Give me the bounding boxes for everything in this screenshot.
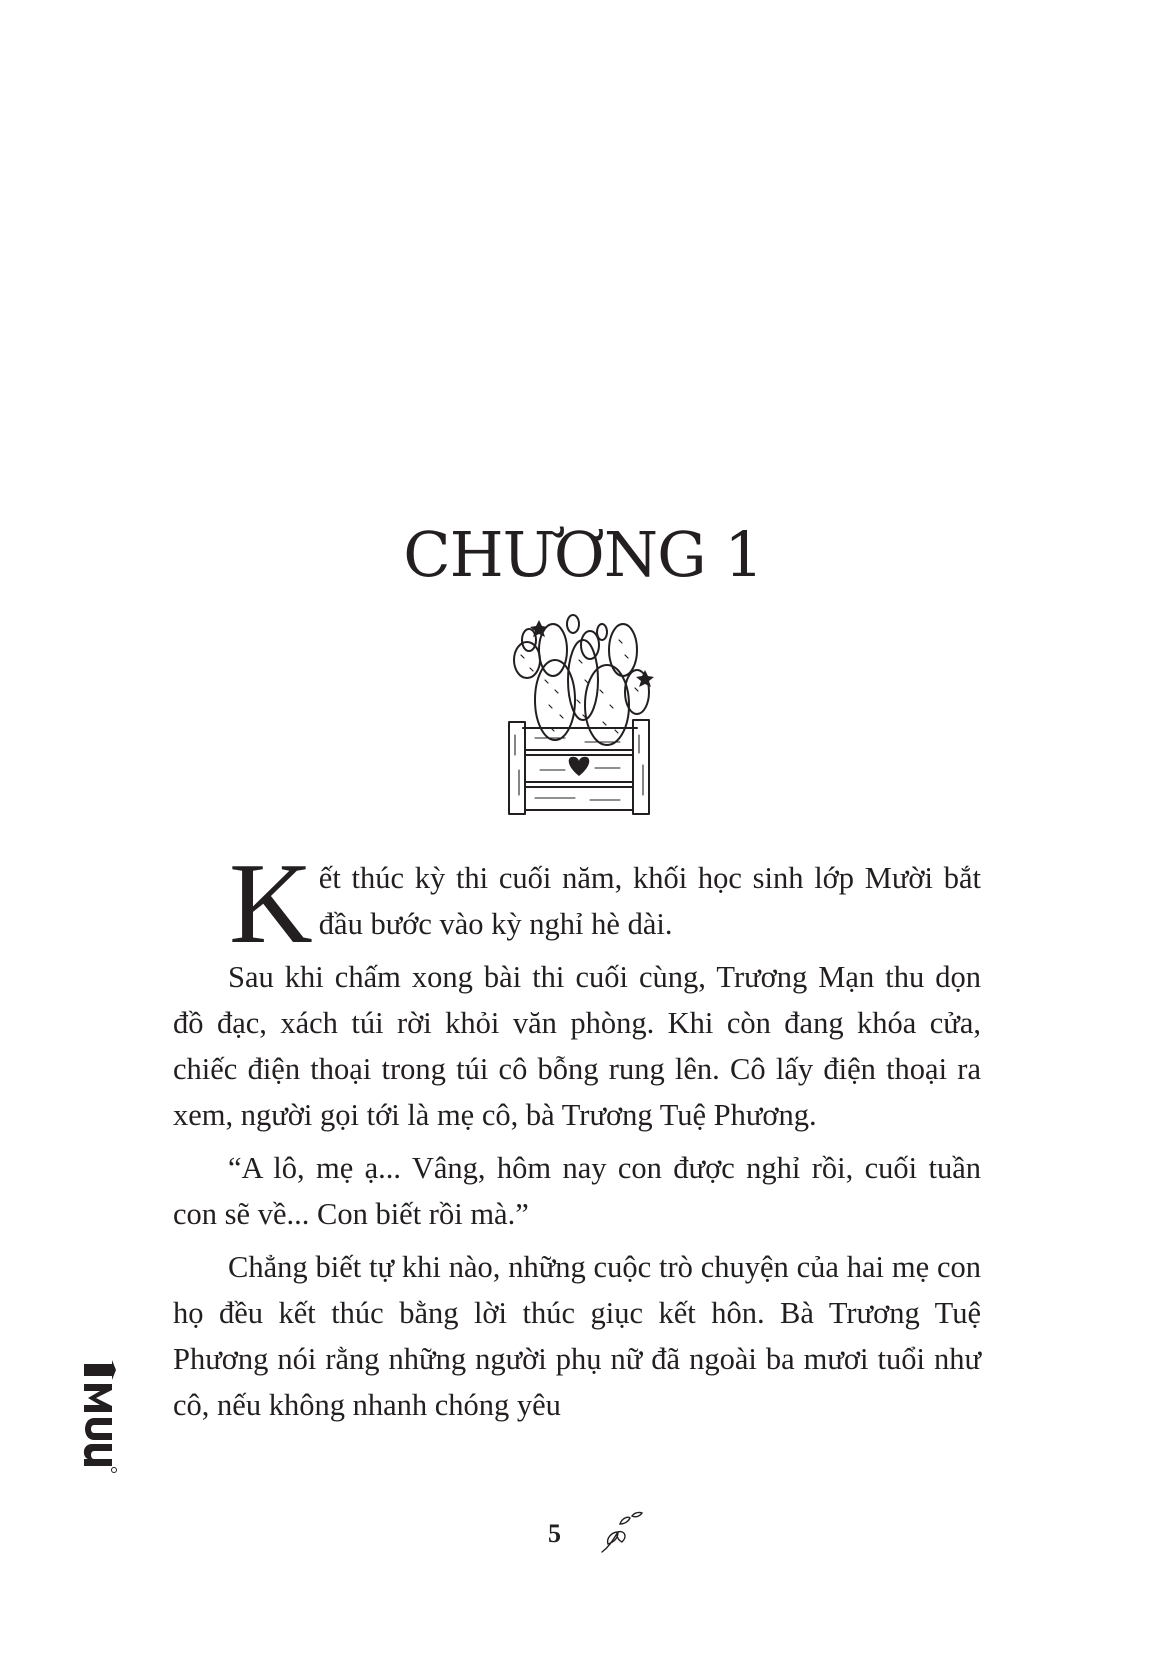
cactus-in-crate-icon: [505, 610, 655, 820]
chapter-title: CHƯƠNG 1: [403, 518, 763, 591]
paragraph: “A lô, mẹ ạ... Vâng, hôm nay con được nghỉ rồi, cuối tuần con sẽ về... Con biết rồi mà.”: [173, 1151, 981, 1231]
amun-logo-icon: [82, 1358, 120, 1473]
chapter-body: [173, 840, 981, 1435]
leaves-ornament-icon: [598, 1510, 644, 1556]
drop-cap: K: [229, 840, 313, 968]
page-number: 5: [548, 1519, 561, 1548]
opening-paragraph: [173, 840, 981, 968]
paragraph: Chẳng biết tự khi nào, những cuộc trò chuyện của hai mẹ con họ đều kết thúc bằng lời thúc giục kết hôn. Bà Trương Tuệ Phương nói rằng những người phụ nữ đã ngoài ba mươi tuổi như cô, nếu không nhanh chóng yêu: [173, 1250, 981, 1422]
opening-paragraph-text: ết thúc kỳ thi cuối năm, khối học sinh lớp Mười bắt đầu bước vào kỳ nghỉ hè dài.: [318, 861, 981, 941]
paragraph: Sau khi chấm xong bài thi cuối cùng, Trương Mạn thu dọn đồ đạc, xách túi rời khỏi văn phòng. Khi còn đang khóa cửa, chiếc điện thoại trong túi cô bỗng rung lên. Cô lấy điện thoại ra xem, người gọi tới là mẹ cô, bà Trương Tuệ Phương.: [173, 960, 981, 1132]
